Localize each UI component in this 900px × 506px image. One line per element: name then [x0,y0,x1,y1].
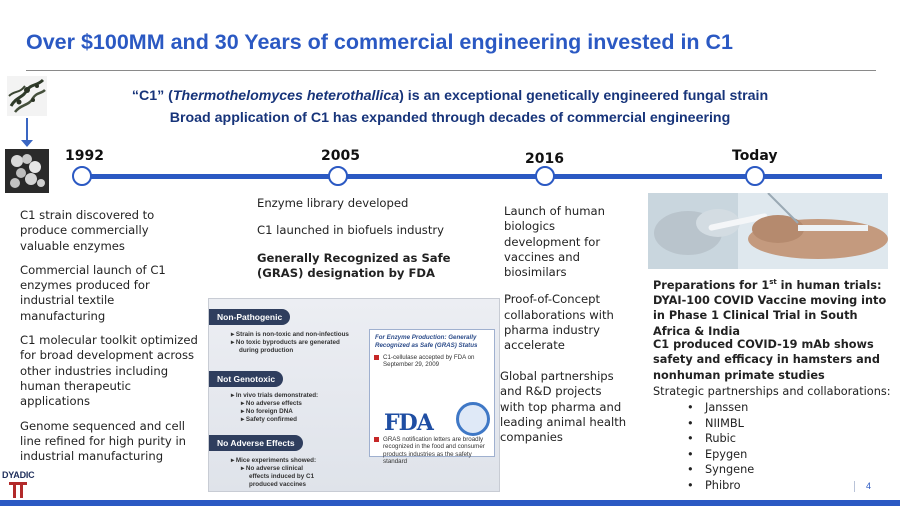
page-number-divider [854,481,855,492]
page-number: 4 [866,481,872,491]
year-label: 2005 [321,148,360,164]
arrow-down-icon [21,140,33,147]
milestone-item: C1 launched in biofuels industry [257,223,445,238]
page-title: Over $100MM and 30 Years of commercial engineering invested in C1 [26,30,734,54]
tab-not-genotoxic: Not Genotoxic [209,371,283,387]
milestone-item: Proof-of-Concept collaborations with pharma industry accelerate [504,292,614,353]
partner-item: • NIIMBL [653,416,853,432]
partner-item: • Rubic [653,431,853,447]
tab-no-adverse-effects: No Adverse Effects [209,435,303,451]
timeline-node-2016 [535,166,555,186]
milestone-item: Genome sequenced and cell line refined for high purity in industrial manufacturing [20,418,187,464]
title-divider [26,70,876,71]
timeline-node-1992 [72,166,92,186]
human-trials-note: Preparations for 1st in human trials: DYAI-100 COVID Vaccine moving into in Phase 1 Clinical Trial in South Africa & India [653,278,887,338]
partner-item: • Phibro [653,478,853,494]
card-item: GRAS notification letters are broadly recognized in the food and consumer products industries as the safety standard [370,436,499,466]
subtitle-prefix: “C1” ( [131,88,173,104]
milestone-item: Commercial launch of C1 enzymes produced for industrial textile manufacturing [20,262,166,323]
gras-status-card [369,329,495,466]
partner-item: • Epygen [653,447,853,463]
footer-bar [0,500,900,506]
gras-designation: Generally Recognized as Safe (GRAS) designation by FDA [257,250,451,280]
milestone-item: Global partnerships and R&D projects with top pharma and leading animal health companies [500,369,627,445]
milestones-2016 [504,204,634,354]
partner-item: • Syngene [653,462,853,478]
partnerships-label: Strategic partnerships and collaborations: [653,385,891,398]
species-name: Thermothelomyces heterothallica [172,88,400,104]
timeline-node-today [745,166,765,186]
partners-list [653,400,853,494]
dyadic-logo: DYADIC [2,470,35,480]
subtitle-suffix: ) is an exceptional genetically engineered fungal strain [399,88,769,104]
milestone-item: C1 strain discovered to produce commercially valuable enzymes [20,208,155,253]
partner-item: • Janssen [653,400,853,416]
milestone-item: Enzyme library developed [257,196,409,210]
year-label: Today [732,148,778,164]
dyadic-logo-mark-icon [7,481,29,499]
fungus-photo [7,76,47,116]
subtitle-line-1 [0,88,900,104]
fda-logo: FDA [384,410,433,436]
subtitle-line-2: Broad application of C1 has expanded through decades of commercial engineering [169,110,731,126]
hhs-seal-icon [456,402,490,436]
milestones-2005 [257,196,457,281]
tab-non-pathogenic: Non-Pathogenic [209,309,290,325]
milestones-1992 [20,208,200,464]
year-label: 2016 [525,151,564,167]
non-pathogenic-list: ▸ Strain is non-toxic and non-infectious ▸ No toxic byproducts are generated during production [231,331,349,354]
mab-result: C1 produced COVID-19 mAb shows safety and efficacy in hamsters and nonhuman primate studies [653,338,880,382]
card-item: C1-cellulase accepted by FDA on September 29, 2009 [370,354,494,369]
not-genotoxic-list: ▸ In vivo trials demonstrated: ▸ No adverse effects ▸ No foreign DNA ▸ Safety confirmed [231,392,319,423]
year-label: 1992 [65,148,104,164]
milestone-item: C1 molecular toolkit optimized for broad development across other industries including human therapeutic applications [20,333,198,409]
milestone-item: Launch of human biologics development for vaccines and biosimilars [504,204,605,280]
timeline-node-2005 [328,166,348,186]
clinical-trial-photo [648,193,888,269]
card-header: For Enzyme Production: Generally Recognized as Safe (GRAS) Status [375,334,478,349]
no-adverse-list: ▸ Mice experiments showed: ▸ No adverse clinical effects induced by C1 produced vaccines [231,457,317,488]
gras-safety-panel [208,298,500,492]
spore-micrograph [5,149,49,193]
